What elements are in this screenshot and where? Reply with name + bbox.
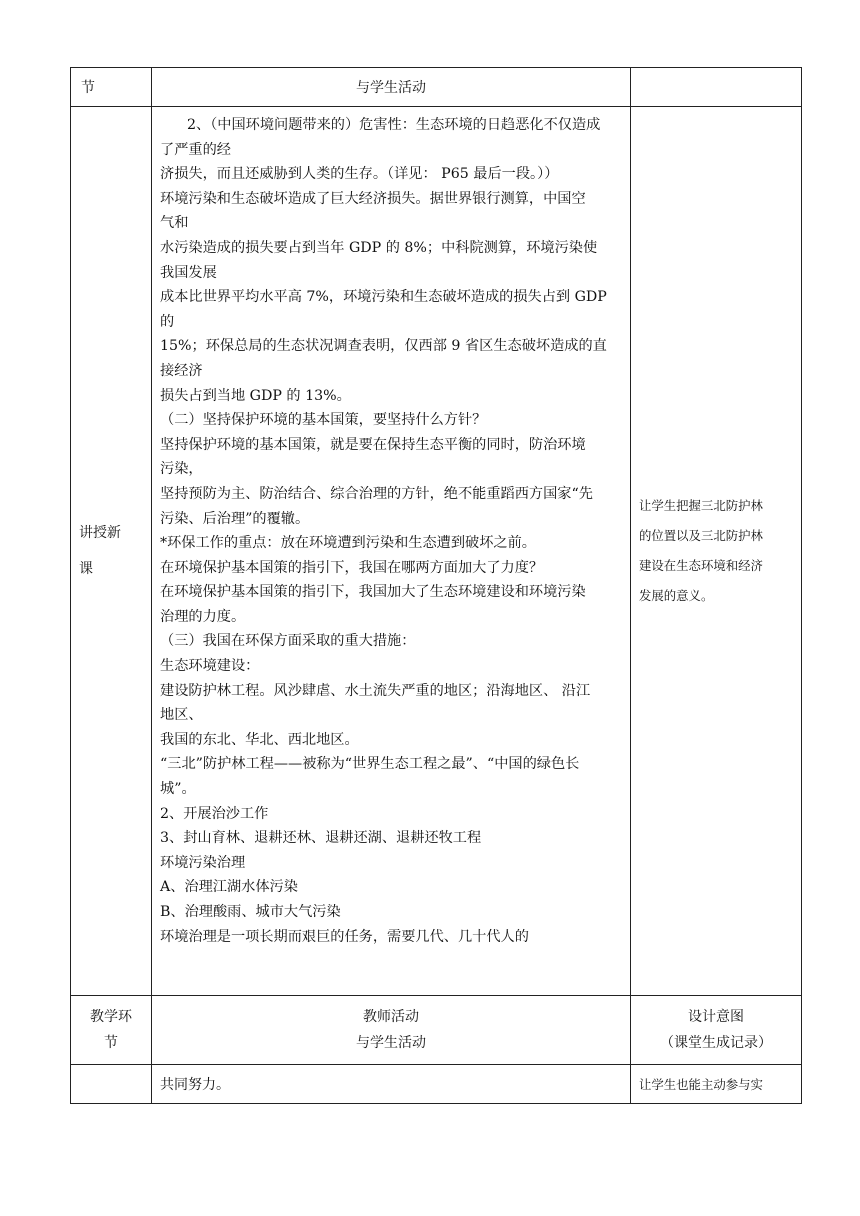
header-line: 教师活动 [363, 1009, 419, 1025]
text-line: 地区、 [160, 707, 203, 724]
text-line: 的 [160, 313, 175, 330]
header-line: （课堂生成记录） [660, 1035, 772, 1051]
stage-cell: 节 [71, 68, 152, 107]
note-line: 发展的意义。 [639, 588, 714, 603]
design-intent-cell: 让学生也能主动参与实 [631, 1065, 802, 1104]
text-line: 环境污染治理 [160, 854, 246, 871]
header-line: 设计意图 [688, 1009, 744, 1025]
column-header-activity [152, 996, 631, 1065]
lesson-plan-table [70, 67, 802, 1104]
text-line: 建设防护林工程。风沙肆虐、水土流失严重的地区；沿海地区、 沿江 [160, 682, 591, 699]
text-line: 在环境保护基本国策的指引下，我国在哪两方面加大了力度？ [160, 559, 544, 576]
text-line: 坚持预防为主、防治结合、综合治理的方针，绝不能重蹈西方国家“先 [160, 485, 593, 502]
header-line: 节 [104, 1035, 118, 1051]
text-line: 环境治理是一项长期而艰巨的任务，需要几代、几十代人的 [160, 928, 529, 945]
text-line: 城”。 [160, 781, 196, 798]
text-line: 水污染造成的损失要占到当年 GDP 的 8%；中科院测算，环境污染使 [160, 239, 598, 256]
column-header-stage [71, 996, 152, 1065]
text-line: 损失占到当地 GDP 的 13%。 [160, 387, 351, 404]
text-line: 2、（中国环境问题带来的）危害性：生态环境的日趋恶化不仅造成 [186, 117, 601, 133]
text-line: 15%；环保总局的生态状况调查表明，仅西部 9 省区生态破坏造成的直 [160, 338, 607, 355]
stage-cell [71, 1065, 152, 1104]
text-line: 坚持保护环境的基本国策，就是要在保持生态平衡的同时，防治环境 [160, 436, 586, 453]
header-line: 与学生活动 [356, 1035, 426, 1051]
text-line: 气和 [160, 215, 189, 232]
text-line: *环保工作的重点：放在环境遭到污染和生态遭到破坏之前。 [160, 535, 536, 552]
note-line: 的位置以及三北防护林 [639, 528, 763, 543]
table-row [71, 68, 802, 107]
text-line: 治理的力度。 [160, 608, 246, 625]
activity-content-cell: 共同努力。 [152, 1065, 631, 1104]
text-line: 环境污染和生态破坏造成了巨大经济损失。据世界银行测算，中国空 [160, 190, 586, 207]
text-line: （三）我国在环保方面采取的重大措施： [160, 633, 416, 650]
text-line: 在环境保护基本国策的指引下，我国加大了生态环境建设和环境污染 [160, 584, 586, 601]
text-line: 了严重的经 [160, 141, 231, 158]
text-line: 2、开展治沙工作 [160, 805, 269, 822]
text-line: 济损失，而且还威胁到人类的生存。（详见： P65 最后一段。）） [160, 166, 559, 183]
header-line: 教学环 [90, 1009, 132, 1025]
design-intent-cell [631, 107, 802, 996]
stage-label-line: 讲授新 [79, 525, 121, 541]
stage-label-line: 课 [79, 561, 93, 577]
text-line: 污染， [160, 461, 203, 478]
intent-cell [631, 68, 802, 107]
note-line: 建设在生态环境和经济 [639, 558, 763, 573]
table-row [71, 1065, 802, 1104]
text-line: （二）坚持保护环境的基本国策，要坚持什么方针？ [160, 412, 487, 429]
column-header-intent [631, 996, 802, 1065]
table-header-row [71, 996, 802, 1065]
text-line: “三北”防护林工程——被称为“世界生态工程之最”、“中国的绿色长 [160, 756, 580, 773]
text-line: 接经济 [160, 362, 203, 379]
activity-text [152, 107, 630, 949]
text-line: 我国发展 [160, 264, 217, 281]
text-line: 生态环境建设： [160, 658, 260, 675]
table-row [71, 107, 802, 996]
activity-content-cell [152, 107, 631, 996]
text-line: 成本比世界平均水平高 7%，环境污染和生态破坏造成的损失占到 GDP [160, 289, 607, 306]
activity-header-cell: 与学生活动 [152, 68, 631, 107]
note-line: 让学生把握三北防护林 [639, 498, 763, 513]
text-line: 我国的东北、华北、西北地区。 [160, 731, 359, 748]
stage-cell [71, 107, 152, 996]
text-line: 3、封山育林、退耕还林、退耕还湖、退耕还牧工程 [160, 830, 482, 847]
text-line: B、治理酸雨、城市大气污染 [160, 904, 341, 920]
text-line: 污染、后治理”的覆辙。 [160, 510, 310, 527]
text-line: A、治理江湖水体污染 [160, 879, 298, 896]
